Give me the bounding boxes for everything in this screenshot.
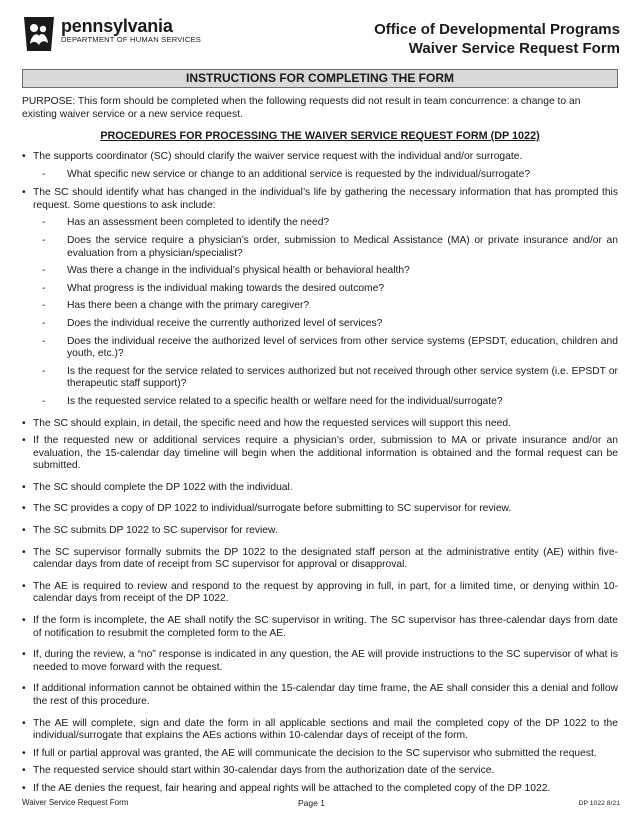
keystone-icon: [22, 16, 56, 52]
subitem-text: Is the request for the service related to services authorized but not received through other service system (i.e. EPSDT or therapeutic staff support)?: [67, 365, 618, 390]
bullet-icon: •: [22, 580, 26, 592]
procedure-item: [22, 718, 618, 743]
dash-icon: -: [42, 282, 46, 294]
subitem-text: Does the individual receive the authorized level of services from other service systems (EPSDT, education, children and youth, etc.)?: [67, 335, 618, 360]
procedure-item: [22, 615, 618, 640]
dash-icon: -: [42, 234, 46, 246]
procedure-item: [22, 783, 618, 796]
bullet-icon: •: [22, 649, 26, 661]
procedure-subitem: [22, 283, 618, 296]
bullet-icon: •: [22, 417, 26, 429]
procedure-text: The SC should complete the DP 1022 with the individual.: [33, 481, 293, 493]
procedure-text: The requested service should start within 30-calendar days from the authorization date of the service.: [33, 765, 495, 777]
procedure-item: [22, 765, 618, 778]
procedure-item: [22, 547, 618, 572]
procedure-text: The SC provides a copy of DP 1022 to individual/surrogate before submitting to SC supervisor for review.: [33, 503, 512, 515]
procedure-subitem: [22, 217, 618, 230]
procedures-heading: PROCEDURES FOR PROCESSING THE WAIVER SERVICE REQUEST FORM (DP 1022): [100, 130, 540, 142]
procedure-item: [22, 748, 618, 761]
bullet-icon: •: [22, 435, 26, 447]
procedure-text: If full or partial approval was granted, the AE will communicate the decision to the SC supervisor who submitted the request.: [33, 747, 597, 759]
dash-icon: -: [42, 335, 46, 347]
office-title: Office of Developmental Programs: [374, 21, 620, 38]
procedure-text: If additional information cannot be obtained within the 15-calendar day time frame, the AE shall consider this a denial and follow the rest of this procedure.: [33, 683, 618, 707]
procedure-text: If, during the review, a “no” response is indicated in any question, the AE will provide instructions to the SC supervisor of what is needed to move forward with the request.: [33, 649, 618, 673]
dash-icon: -: [42, 217, 46, 229]
procedure-text: The AE is required to review and respond to the request by approving in full, in part, for a limited time, or denying within 10-calendar days from receipt of the DP 1022.: [33, 580, 618, 605]
procedure-item: [22, 525, 618, 538]
bullet-icon: •: [22, 782, 26, 794]
office-header: [374, 20, 620, 58]
procedure-subitem: [22, 366, 618, 391]
procedure-item: [22, 503, 618, 516]
bullet-icon: •: [22, 765, 26, 777]
logo-name: pennsylvania: [61, 16, 173, 36]
subitem-text: Has an assessment been completed to identify the need?: [67, 217, 330, 229]
procedure-subitem: [22, 318, 618, 331]
subitem-text: Does the service require a physician’s order, submission to Medical Assistance (MA) or private insurance and/or an evaluation from a physician/specialist?: [67, 234, 618, 259]
procedure-item: [22, 187, 618, 408]
subitem-text: What specific new service or change to an additional service is requested by the individual/surrogate?: [67, 168, 531, 180]
subitem-text: Is the requested service related to a specific health or welfare need for the individual/surrogate?: [67, 395, 503, 407]
dash-icon: -: [42, 395, 46, 407]
procedure-text: If the AE denies the request, fair hearing and appeal rights will be attached to the completed copy of the DP 1022.: [33, 782, 551, 794]
footer-form-name: Waiver Service Request Form: [22, 798, 129, 807]
footer-form-code: DP 1022 8/21: [578, 800, 620, 807]
pa-dhs-logo: [22, 16, 201, 52]
procedure-item: [22, 581, 618, 606]
logo-department: DEPARTMENT OF HUMAN SERVICES: [61, 35, 202, 44]
procedure-subitem: [22, 169, 618, 182]
bullet-icon: •: [22, 747, 26, 759]
bullet-icon: •: [22, 187, 26, 199]
procedure-item: [22, 435, 618, 473]
procedure-text: The SC supervisor formally submits the DP 1022 to the designated staff person at the administrative entity (AE) within five-calendar days from date of receipt from SC supervisor for approval or disapproval.: [33, 546, 618, 571]
dash-icon: -: [42, 365, 46, 377]
bullet-icon: •: [22, 481, 26, 493]
procedure-text: The SC should identify what has changed in the individual’s life by gathering the necessary information that has prompted this request. Some questions to ask include:: [33, 187, 618, 211]
procedure-item: [22, 418, 618, 431]
procedure-item: [22, 151, 618, 181]
subitem-text: Was there a change in the individual’s physical health or behavioral health?: [67, 265, 410, 277]
procedure-text: The supports coordinator (SC) should clarify the waiver service request with the individual and/or surrogate.: [33, 151, 523, 162]
procedure-text: The SC submits DP 1022 to SC supervisor for review.: [33, 525, 278, 537]
bullet-icon: •: [22, 683, 26, 695]
dash-icon: -: [42, 168, 46, 180]
bullet-icon: •: [22, 525, 26, 537]
procedure-text: The SC should explain, in detail, the specific need and how the requested services will support this need.: [33, 417, 511, 429]
procedures-list: [22, 151, 618, 796]
footer-page-number: Page 1: [298, 798, 325, 808]
bullet-icon: •: [22, 151, 26, 162]
bullet-icon: •: [22, 546, 26, 558]
dash-icon: -: [42, 265, 46, 277]
dash-icon: -: [42, 317, 46, 329]
bullet-icon: •: [22, 503, 26, 515]
subitem-text: Does the individual receive the currently authorized level of services?: [67, 317, 383, 329]
bullet-icon: •: [22, 615, 26, 627]
form-title: Waiver Service Request Form: [408, 40, 620, 57]
subitem-text: Has there been a change with the primary caregiver?: [67, 300, 310, 312]
procedure-item: [22, 482, 618, 495]
procedure-subitem: [22, 336, 618, 361]
procedure-text: If the requested new or additional services require a physician’s order, submission to MA or private insurance and/or an evaluation, the 15-calendar day timeline will begin when the additional information is obtained and the formal request can be submitted.: [33, 435, 618, 472]
procedure-item: [22, 683, 618, 708]
bullet-icon: •: [22, 717, 26, 729]
purpose-paragraph: PURPOSE: This form should be completed when the following requests did not result in team concurrence: a change to an existing waiver service or a new service request.: [22, 96, 581, 120]
procedure-text: The AE will complete, sign and date the form in all applicable sections and mail the completed copy of the DP 1022 to the individual/surrogate that explains the AEs actions within 10-calendar days of receipt of the form.: [33, 717, 618, 742]
subitem-text: What progress is the individual making towards the desired outcome?: [67, 282, 385, 294]
instructions-title: INSTRUCTIONS FOR COMPLETING THE FORM: [22, 69, 618, 88]
procedure-subitem: [22, 300, 618, 313]
procedure-item: [22, 649, 618, 674]
procedure-subitem: [22, 235, 618, 260]
dash-icon: -: [42, 300, 46, 312]
procedure-text: If the form is incomplete, the AE shall notify the SC supervisor in writing. The SC supervisor has three-calendar days from date of notification to resubmit the completed form to the AE.: [33, 615, 618, 639]
procedure-subitem: [22, 265, 618, 278]
procedure-subitem: [22, 396, 618, 409]
